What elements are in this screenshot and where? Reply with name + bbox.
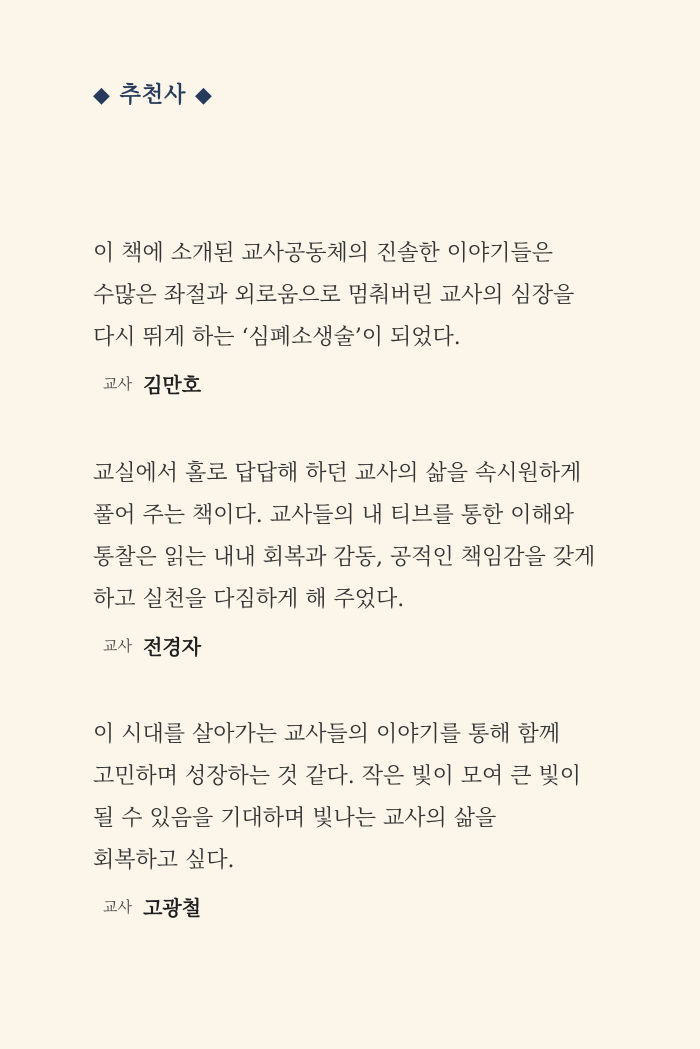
recommender-signature [93,892,613,921]
recommendation-text-line: 될 수 있음을 기대하며 빛나는 교사의 삶을 [93,806,497,831]
recommender-signature [93,369,613,398]
page-title: ◆ 추천사 ◆ [93,82,213,108]
recommender-name: 전경자 [143,635,202,659]
recommendation-text-line: 수많은 좌절과 외로움으로 멈춰버린 교사의 심장을 [93,283,575,308]
recommendation-text-line: 고민하며 성장하는 것 같다. 작은 빛이 모여 큰 빛이 [93,764,581,789]
recommendation-text-line: 다시 뛰게 하는 ‘심폐소생술’이 되었다. [93,325,461,350]
recommendation-text-line: 풀어 주는 책이다. 교사들의 내 티브를 통한 이해와 [93,503,574,528]
recommendation-text-line: 이 책에 소개된 교사공동체의 진솔한 이야기들은 [93,241,554,266]
recommendation-block-1 [93,233,613,398]
recommendation-block-3 [93,714,613,921]
recommendation-text-line: 교실에서 홀로 답답해 하던 교사의 삶을 속시원하게 [93,461,582,486]
recommender-name: 고광철 [143,896,202,920]
recommendation-text-line: 통찰은 읽는 내내 회복과 감동, 공적인 책임감을 갖게 [93,545,596,570]
recommendation-text-line: 회복하고 싶다. [93,848,235,873]
recommender-role: 교사 [103,898,132,916]
recommender-name: 김만호 [143,373,202,397]
recommendation-text-line: 이 시대를 살아가는 교사들의 이야기를 통해 함께 [93,722,561,747]
recommendation-block-2 [93,453,613,660]
recommender-signature [93,631,613,660]
recommender-role: 교사 [103,637,132,655]
recommender-role: 교사 [103,375,132,393]
recommendation-text-line: 하고 실천을 다짐하게 해 주었다. [93,587,405,612]
